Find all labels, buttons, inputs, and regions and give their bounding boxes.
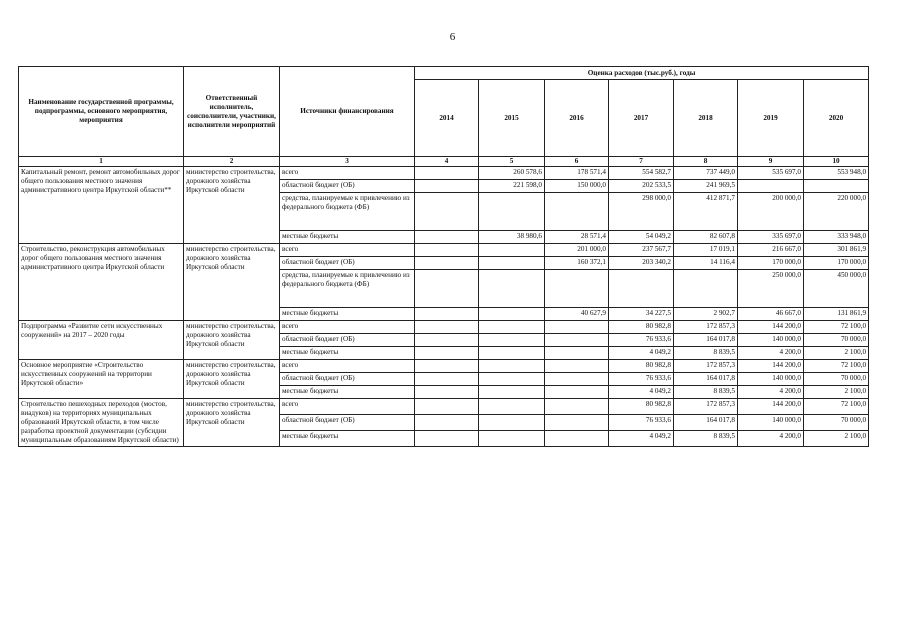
year-header: 2020 (804, 80, 869, 157)
year-header: 2014 (415, 80, 479, 157)
year-value-2016 (545, 415, 609, 431)
year-value-2020: 2 100,0 (804, 431, 869, 447)
funding-source: местные бюджеты (280, 347, 415, 360)
year-value-2015 (479, 334, 545, 347)
year-value-2020: 2 100,0 (804, 386, 869, 399)
header-responsible: Ответственный исполнитель, соисполнители, участники, исполнители мероприятий (184, 67, 280, 157)
year-value-2018 (674, 270, 738, 308)
year-value-2019: 335 697,0 (738, 231, 804, 244)
year-value-2018: 172 857,3 (674, 360, 738, 373)
year-value-2018: 8 839,5 (674, 347, 738, 360)
year-value-2016: 160 372,1 (545, 257, 609, 270)
funding-source: областной бюджет (ОБ) (280, 334, 415, 347)
measure-name: Основное мероприятие «Строительство искусственных сооружений на территории Иркутской области» (19, 360, 184, 399)
responsible-executor: министерство строительства, дорожного хозяйства Иркутской области (184, 321, 280, 360)
year-value-2015: 260 578,6 (479, 167, 545, 180)
year-value-2017: 76 933,6 (609, 415, 674, 431)
year-value-2016 (545, 193, 609, 231)
year-value-2018: 2 902,7 (674, 308, 738, 321)
year-value-2016 (545, 399, 609, 415)
year-value-2014 (415, 167, 479, 180)
funding-source: местные бюджеты (280, 231, 415, 244)
year-value-2016 (545, 386, 609, 399)
year-value-2015 (479, 193, 545, 231)
year-header: 2015 (479, 80, 545, 157)
column-number: 1 (19, 157, 184, 167)
year-header: 2016 (545, 80, 609, 157)
year-value-2020: 170 000,0 (804, 257, 869, 270)
funding-source: средства, планируемые к привлечению из федерального бюджета (ФБ) (280, 193, 415, 231)
year-value-2015 (479, 257, 545, 270)
column-number: 4 (415, 157, 479, 167)
column-numbers-row (19, 157, 869, 167)
year-value-2019: 200 000,0 (738, 193, 804, 231)
year-value-2015 (479, 399, 545, 415)
year-value-2020 (804, 180, 869, 193)
measure-name: Подпрограмма «Развитие сети искусственных сооружений» на 2017 – 2020 годы (19, 321, 184, 360)
year-value-2015 (479, 270, 545, 308)
year-value-2014 (415, 321, 479, 334)
table-row (19, 321, 869, 334)
year-value-2020: 72 100,0 (804, 360, 869, 373)
header-cost-title: Оценка расходов (тыс.руб.), годы (415, 67, 869, 80)
year-value-2018: 14 116,4 (674, 257, 738, 270)
funding-source: всего (280, 399, 415, 415)
year-value-2019: 140 000,0 (738, 373, 804, 386)
year-value-2017: 80 982,8 (609, 399, 674, 415)
year-header: 2018 (674, 80, 738, 157)
measure-name: Капитальный ремонт, ремонт автомобильных дорог общего пользования местного значения административного центра Иркутской области** (19, 167, 184, 244)
funding-source: средства, планируемые к привлечению из федерального бюджета (ФБ) (280, 270, 415, 308)
year-value-2014 (415, 386, 479, 399)
year-value-2018: 164 017,8 (674, 334, 738, 347)
year-value-2014 (415, 180, 479, 193)
year-value-2014 (415, 360, 479, 373)
year-value-2019: 140 000,0 (738, 415, 804, 431)
year-value-2017: 4 049,2 (609, 431, 674, 447)
year-value-2015 (479, 431, 545, 447)
year-value-2019: 4 200,0 (738, 386, 804, 399)
responsible-executor: министерство строительства, дорожного хозяйства Иркутской области (184, 167, 280, 244)
year-value-2019: 250 000,0 (738, 270, 804, 308)
year-value-2019: 144 200,0 (738, 360, 804, 373)
year-value-2020: 301 861,9 (804, 244, 869, 257)
year-header: 2019 (738, 80, 804, 157)
year-value-2020: 72 100,0 (804, 321, 869, 334)
funding-source: местные бюджеты (280, 431, 415, 447)
year-value-2016: 150 000,0 (545, 180, 609, 193)
column-number: 10 (804, 157, 869, 167)
table-row (19, 399, 869, 415)
year-value-2016 (545, 347, 609, 360)
column-number: 3 (280, 157, 415, 167)
year-value-2018: 17 019,1 (674, 244, 738, 257)
year-value-2019: 4 200,0 (738, 431, 804, 447)
year-value-2018: 172 857,3 (674, 321, 738, 334)
column-number: 8 (674, 157, 738, 167)
year-value-2019: 216 667,0 (738, 244, 804, 257)
year-value-2018: 172 857,3 (674, 399, 738, 415)
funding-source: областной бюджет (ОБ) (280, 257, 415, 270)
table-row (19, 244, 869, 257)
column-number: 5 (479, 157, 545, 167)
year-value-2017: 554 582,7 (609, 167, 674, 180)
funding-source: всего (280, 167, 415, 180)
year-value-2018: 164 017,8 (674, 373, 738, 386)
funding-source: областной бюджет (ОБ) (280, 373, 415, 386)
year-value-2018: 241 969,5 (674, 180, 738, 193)
year-value-2016: 40 627,9 (545, 308, 609, 321)
year-value-2019: 144 200,0 (738, 399, 804, 415)
year-value-2017: 202 533,5 (609, 180, 674, 193)
year-value-2014 (415, 431, 479, 447)
year-value-2019: 140 000,0 (738, 334, 804, 347)
responsible-executor: министерство строительства, дорожного хозяйства Иркутской области (184, 360, 280, 399)
year-value-2016 (545, 270, 609, 308)
year-value-2017: 237 567,7 (609, 244, 674, 257)
funding-source: областной бюджет (ОБ) (280, 180, 415, 193)
header-source: Источники финансирования (280, 67, 415, 157)
year-value-2019: 46 667,0 (738, 308, 804, 321)
year-value-2020: 450 000,0 (804, 270, 869, 308)
year-value-2017: 203 340,2 (609, 257, 674, 270)
year-value-2015 (479, 415, 545, 431)
funding-source: всего (280, 321, 415, 334)
year-value-2014 (415, 373, 479, 386)
year-value-2014 (415, 347, 479, 360)
year-value-2018: 412 871,7 (674, 193, 738, 231)
year-value-2020: 70 000,0 (804, 373, 869, 386)
year-value-2014 (415, 270, 479, 308)
year-value-2014 (415, 231, 479, 244)
page-number: 6 (449, 31, 456, 43)
year-value-2019 (738, 180, 804, 193)
year-value-2016 (545, 334, 609, 347)
year-value-2014 (415, 415, 479, 431)
year-value-2020: 70 000,0 (804, 415, 869, 431)
funding-source: местные бюджеты (280, 386, 415, 399)
year-value-2018: 164 017,8 (674, 415, 738, 431)
column-number: 2 (184, 157, 280, 167)
year-value-2019: 535 697,0 (738, 167, 804, 180)
year-value-2020: 2 100,0 (804, 347, 869, 360)
measure-name: Строительство, реконструкция автомобильных дорог общего пользования местного значения административного центра Иркутской области (19, 244, 184, 321)
year-value-2016: 201 000,0 (545, 244, 609, 257)
year-value-2017: 80 982,8 (609, 321, 674, 334)
year-value-2014 (415, 193, 479, 231)
funding-source: всего (280, 244, 415, 257)
column-number: 7 (609, 157, 674, 167)
year-value-2016 (545, 321, 609, 334)
table-row (19, 360, 869, 373)
year-value-2015 (479, 321, 545, 334)
year-value-2015 (479, 386, 545, 399)
year-value-2014 (415, 308, 479, 321)
year-value-2017: 34 227,5 (609, 308, 674, 321)
year-value-2019: 144 200,0 (738, 321, 804, 334)
year-value-2020: 131 861,9 (804, 308, 869, 321)
year-value-2017: 76 933,6 (609, 373, 674, 386)
responsible-executor: министерство строительства, дорожного хозяйства Иркутской области (184, 399, 280, 447)
funding-source: областной бюджет (ОБ) (280, 415, 415, 431)
year-value-2015: 221 598,0 (479, 180, 545, 193)
header-name: Наименование государственной программы, подпрограммы, основного мероприятия, мероприятия (19, 67, 184, 157)
year-value-2016 (545, 373, 609, 386)
year-value-2020: 220 000,0 (804, 193, 869, 231)
year-value-2017: 76 933,6 (609, 334, 674, 347)
year-value-2015 (479, 360, 545, 373)
year-value-2016 (545, 360, 609, 373)
year-value-2018: 82 607,8 (674, 231, 738, 244)
year-value-2017: 80 982,8 (609, 360, 674, 373)
year-value-2017: 4 049,2 (609, 347, 674, 360)
year-value-2020: 72 100,0 (804, 399, 869, 415)
year-value-2018: 737 449,0 (674, 167, 738, 180)
year-value-2018: 8 839,5 (674, 386, 738, 399)
year-value-2015 (479, 308, 545, 321)
year-value-2017 (609, 270, 674, 308)
year-value-2020: 333 948,0 (804, 231, 869, 244)
year-value-2018: 8 839,5 (674, 431, 738, 447)
year-value-2014 (415, 334, 479, 347)
year-value-2015: 38 980,6 (479, 231, 545, 244)
year-value-2019: 4 200,0 (738, 347, 804, 360)
table-row (19, 167, 869, 180)
year-value-2016: 178 571,4 (545, 167, 609, 180)
year-value-2014 (415, 244, 479, 257)
budget-table (18, 66, 869, 447)
funding-source: местные бюджеты (280, 308, 415, 321)
year-value-2017: 298 000,0 (609, 193, 674, 231)
year-value-2019: 170 000,0 (738, 257, 804, 270)
year-value-2017: 54 049,2 (609, 231, 674, 244)
year-value-2016: 28 571,4 (545, 231, 609, 244)
year-value-2020: 70 000,0 (804, 334, 869, 347)
year-value-2015 (479, 347, 545, 360)
year-value-2015 (479, 373, 545, 386)
year-value-2020: 553 948,0 (804, 167, 869, 180)
year-value-2014 (415, 257, 479, 270)
year-header: 2017 (609, 80, 674, 157)
measure-name: Строительство пешеходных переходов (мостов, виадуков) на территориях муниципальных образований Иркутской области, в том числе разработка проектной документации (субсидии муниципальным образованиям Иркутской области) (19, 399, 184, 447)
year-value-2015 (479, 244, 545, 257)
funding-source: всего (280, 360, 415, 373)
year-value-2016 (545, 431, 609, 447)
responsible-executor: министерство строительства, дорожного хозяйства Иркутской области (184, 244, 280, 321)
year-value-2014 (415, 399, 479, 415)
column-number: 6 (545, 157, 609, 167)
year-value-2017: 4 049,2 (609, 386, 674, 399)
column-number: 9 (738, 157, 804, 167)
